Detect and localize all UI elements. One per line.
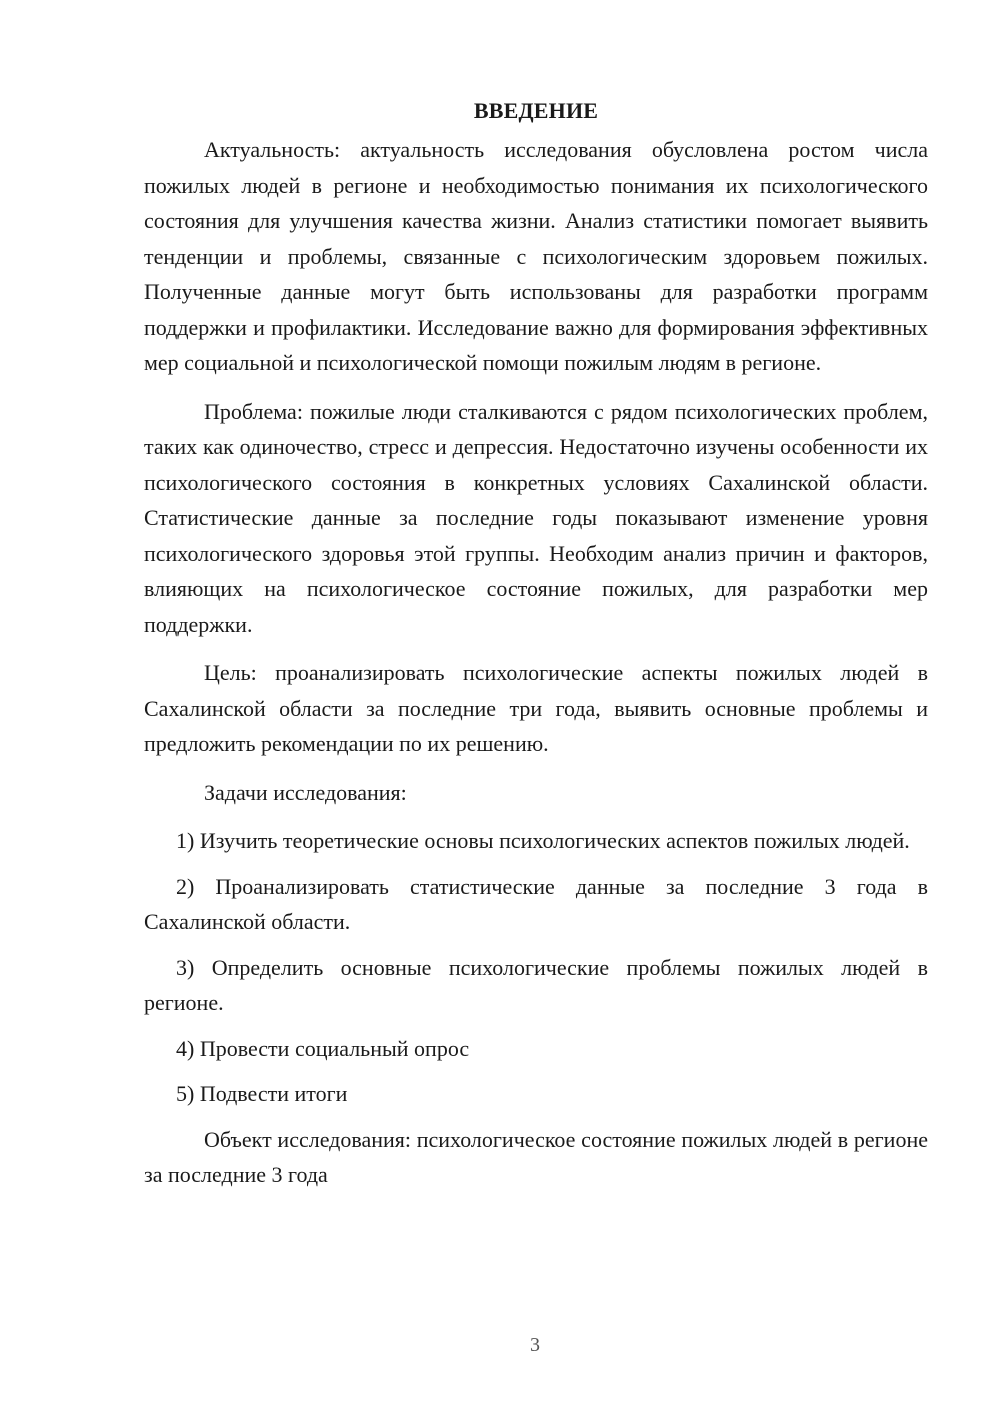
relevance-paragraph: Актуальность: актуальность исследования обусловлена ростом числа пожилых людей в регионе и необходимостью понимания их психологического состояния для улучшения качества жизни. Анализ статистики помогает выявить тенденции и проблемы, связанные с психологическим здоровьем пожилых. Полученные данные могут быть использованы для разработки программ поддержки и профилактики. Исследование важно для формирования эффективных мер социальной и психологической помощи пожилым людям в регионе. xyxy=(144,137,928,375)
task-item-5: 5) Подвести итоги xyxy=(176,1081,348,1106)
page-number: 3 xyxy=(530,1334,540,1356)
object-paragraph: Объект исследования: психологическое состояние пожилых людей в регионе за последние 3 года xyxy=(144,1126,928,1187)
task-item-1: 1) Изучить теоретические основы психологических аспектов пожилых людей. xyxy=(176,828,910,853)
task-item-4: 4) Провести социальный опрос xyxy=(176,1035,470,1061)
page-content xyxy=(144,96,928,1206)
task-item-2: 2) Проанализировать статистические данные за последние 3 года в Сахалинской области. xyxy=(144,873,928,934)
problem-paragraph: Проблема: пожилые люди сталкиваются с рядом психологических проблем, таких как одиночество, стресс и депрессия. Недостаточно изучены особенности их психологического состояния в конкретных условиях Сахалинской области. Статистические данные за последние годы показывают изменение уровня психологического здоровья этой группы. Необходим анализ причин и факторов, влияющих на психологическое состояние пожилых, для разработки мер поддержки. xyxy=(144,398,928,637)
goal-paragraph: Цель: проанализировать психологические аспекты пожилых людей в Сахалинской области за последние три года, выявить основные проблемы и предложить рекомендации по их решению. xyxy=(144,660,928,756)
task-item-3: 3) Определить основные психологические проблемы пожилых людей в регионе. xyxy=(144,954,928,1015)
section-heading: ВВЕДЕНИЕ xyxy=(473,98,599,123)
tasks-title: Задачи исследования: xyxy=(204,779,407,805)
